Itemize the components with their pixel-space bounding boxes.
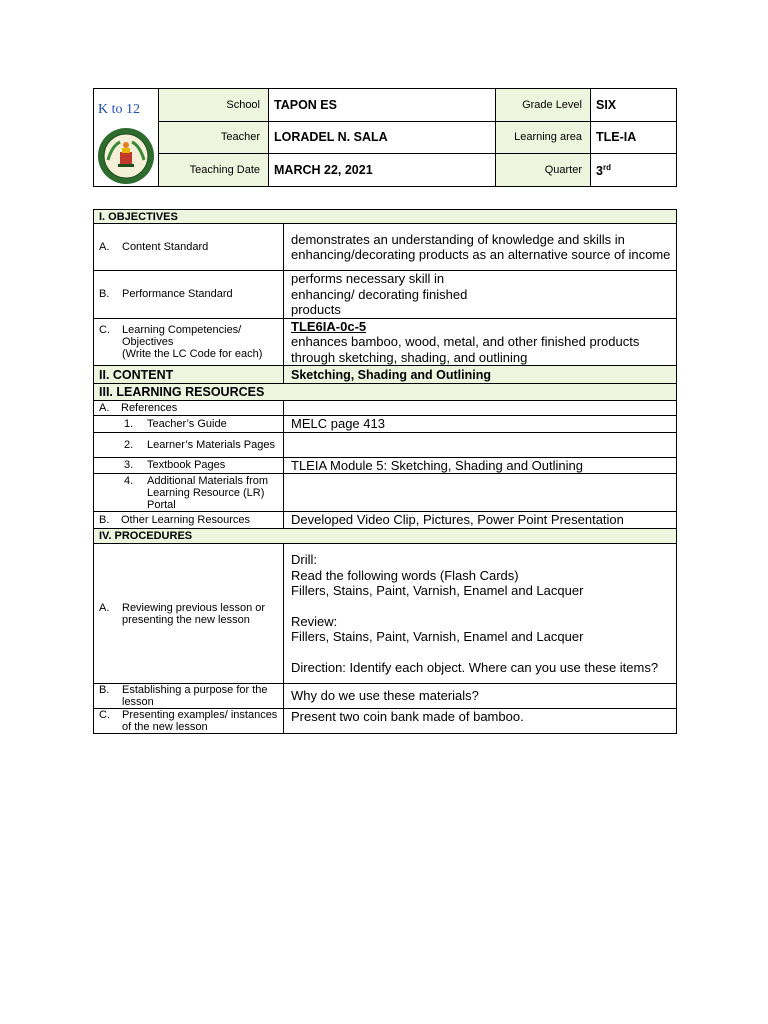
grade-level-label: Grade Level	[496, 89, 591, 122]
learning-resources-heading: III. LEARNING RESOURCES	[94, 384, 677, 401]
performance-line-2: enhancing/ decorating finished	[291, 286, 468, 302]
quarter-suffix: rd	[602, 162, 611, 172]
drill-words: Fillers, Stains, Paint, Varnish, Enamel and Lacquer	[291, 583, 584, 598]
learners-materials-label	[94, 432, 284, 457]
content-standard-value: demonstrates an understanding of knowledge and skills in enhancing/decorating products as an alternative source of income	[284, 224, 677, 271]
performance-standard-letter: B.	[99, 288, 110, 301]
learning-competencies-text-1: Learning Competencies/	[122, 323, 242, 336]
grade-level-value: SIX	[591, 89, 677, 122]
teaching-date-value: MARCH 22, 2021	[269, 154, 496, 187]
learning-competencies-text-2: Objectives	[122, 335, 174, 348]
k-to-12-logo-text: K to 12	[98, 102, 140, 117]
establishing-purpose-letter: B.	[99, 684, 110, 696]
content-standard-label	[94, 224, 284, 271]
content-value: Sketching, Shading and Outlining	[284, 366, 677, 384]
teachers-guide-value: MELC page 413	[284, 416, 677, 433]
school-label: School	[159, 89, 269, 122]
learning-area-value: TLE-IA	[591, 121, 677, 154]
additional-materials-text: Additional Materials from Learning Resource (LR) Portal	[147, 474, 269, 511]
learning-competencies-label	[94, 318, 284, 366]
establishing-purpose-label	[94, 684, 284, 709]
lc-code: TLE6IA-0c-5	[291, 318, 367, 334]
performance-line-3: products	[291, 302, 341, 317]
content-heading: II. CONTENT	[94, 366, 284, 384]
references-label	[94, 401, 284, 416]
additional-materials-label	[94, 474, 284, 512]
references-text: References	[121, 402, 178, 414]
objectives-heading: I. OBJECTIVES	[94, 210, 677, 224]
presenting-examples-text: Presenting examples/ instances of the new lesson	[122, 709, 278, 733]
presenting-examples-value: Present two coin bank made of bamboo.	[284, 709, 677, 734]
deped-seal-icon	[96, 126, 156, 186]
spacer	[291, 645, 676, 660]
procedures-heading: IV. PROCEDURES	[94, 529, 677, 544]
reviewing-lesson-letter: A.	[99, 601, 110, 614]
teachers-guide-text: Teacher’s Guide	[147, 417, 227, 430]
performance-standard-text: Performance Standard	[122, 288, 233, 301]
learning-area-label: Learning area	[496, 121, 591, 154]
establishing-purpose-text: Establishing a purpose for the lesson	[122, 684, 268, 708]
other-resources-letter: B.	[99, 514, 110, 526]
presenting-examples-letter: C.	[99, 709, 110, 721]
quarter-number: 3	[596, 163, 603, 178]
drill-heading: Drill:	[291, 552, 317, 567]
reviewing-lesson-label	[94, 544, 284, 684]
learners-materials-num: 2.	[124, 438, 134, 451]
performance-line-1: performs necessary skill in	[291, 271, 445, 286]
references-value	[284, 401, 677, 416]
content-standard-letter: A.	[99, 241, 110, 253]
reviewing-lesson-value	[284, 544, 677, 684]
other-resources-text: Other Learning Resources	[121, 514, 251, 526]
direction-text: Direction: Identify each object. Where can you use these items?	[291, 659, 659, 675]
teachers-guide-num: 1.	[124, 417, 134, 430]
drill-instruction: Read the following words (Flash Cards)	[291, 567, 519, 583]
reviewing-lesson-text: Reviewing previous lesson or presenting the new lesson	[122, 601, 266, 626]
references-letter: A.	[99, 402, 110, 414]
learning-competencies-text: enhances bamboo, wood, metal, and other finished products through sketching, shading, and outlining	[291, 334, 640, 365]
learners-materials-text: Learner’s Materials Pages	[147, 438, 275, 451]
learning-competencies-value	[284, 318, 677, 366]
performance-standard-value	[284, 271, 677, 319]
school-value: TAPON ES	[269, 89, 496, 122]
teachers-guide-label	[94, 416, 284, 433]
teacher-label: Teacher	[159, 121, 269, 154]
learning-competencies-letter: C.	[99, 323, 110, 336]
teacher-value: LORADEL N. SALA	[269, 121, 496, 154]
performance-standard-label	[94, 271, 284, 319]
other-resources-label	[94, 512, 284, 529]
additional-materials-value	[284, 474, 677, 512]
quarter-label: Quarter	[496, 154, 591, 187]
content-standard-text: Content Standard	[122, 241, 209, 253]
textbook-pages-label	[94, 457, 284, 474]
review-heading: Review:	[291, 613, 338, 629]
logo-cell	[94, 89, 159, 187]
learning-competencies-text-3: (Write the LC Code for each)	[122, 347, 263, 360]
additional-materials-num: 4.	[124, 474, 134, 487]
review-words: Fillers, Stains, Paint, Varnish, Enamel and Lacquer	[291, 629, 584, 644]
establishing-purpose-value: Why do we use these materials?	[284, 684, 677, 709]
teaching-date-label: Teaching Date	[159, 154, 269, 187]
textbook-pages-text: Textbook Pages	[147, 459, 226, 472]
spacer	[291, 599, 676, 614]
lesson-plan-table	[93, 209, 677, 734]
learners-materials-value	[284, 432, 677, 457]
presenting-examples-label	[94, 709, 284, 734]
textbook-pages-value: TLEIA Module 5: Sketching, Shading and Outlining	[284, 457, 677, 474]
header-table	[93, 88, 677, 187]
quarter-value	[591, 154, 677, 187]
textbook-pages-num: 3.	[124, 459, 134, 472]
other-resources-value: Developed Video Clip, Pictures, Power Point Presentation	[284, 512, 677, 529]
